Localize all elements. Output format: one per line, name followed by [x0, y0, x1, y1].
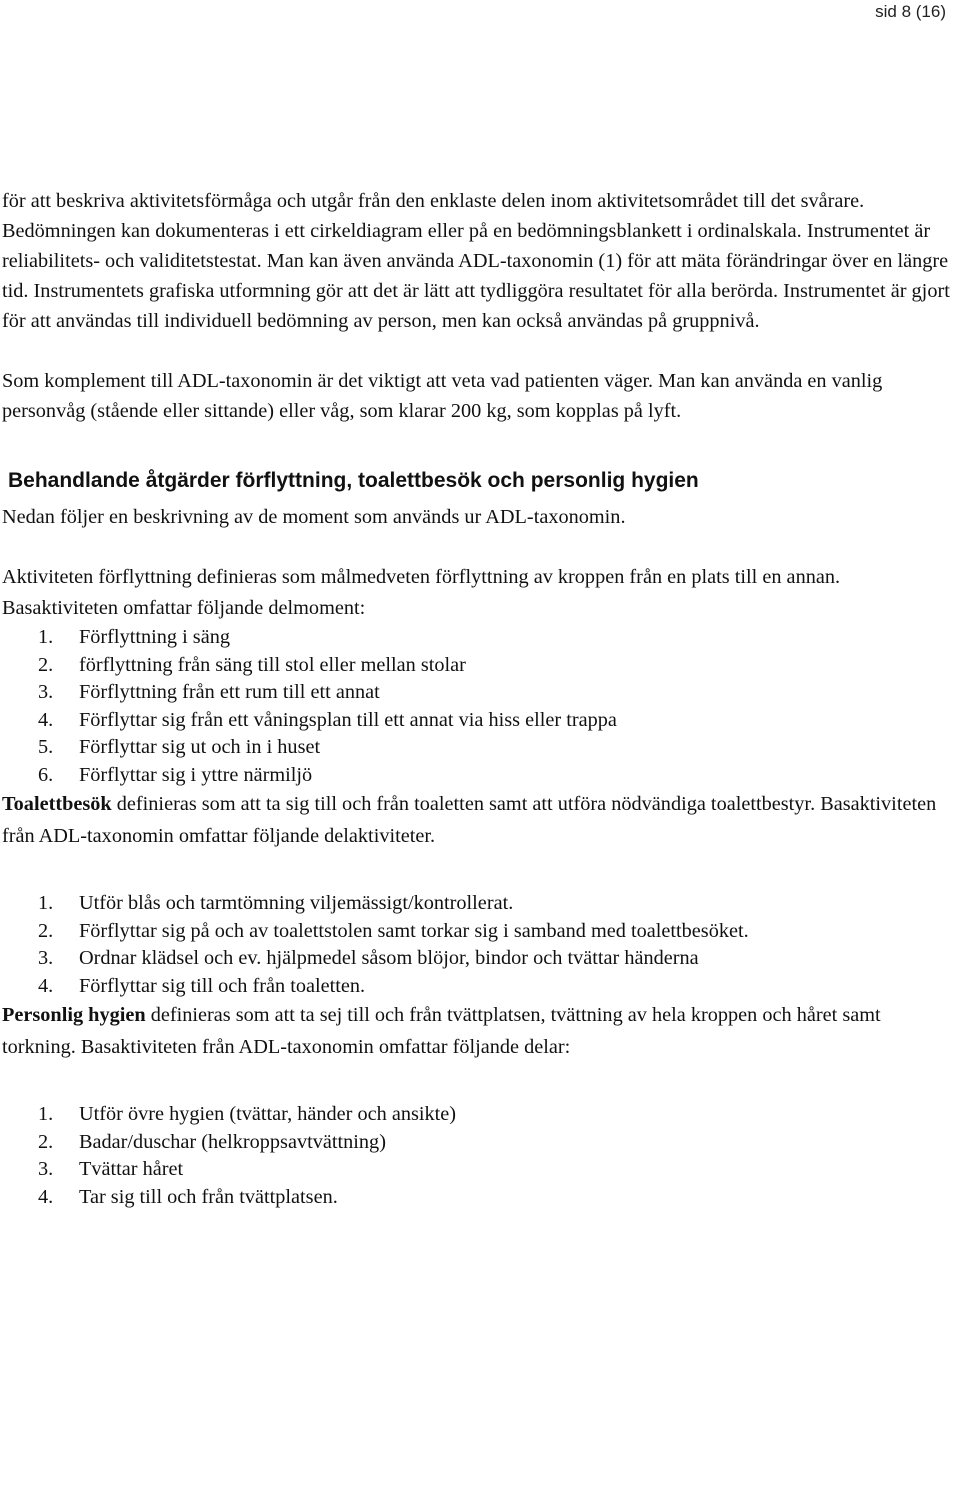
list-item: [2, 734, 952, 762]
list-item: [2, 918, 952, 946]
list-number: 1.: [38, 626, 54, 648]
list-number: 3.: [38, 1158, 54, 1180]
list-item-text: förflyttning från säng till stol eller mellan stolar: [79, 653, 466, 676]
list-item-text: Tar sig till och från tvättplatsen.: [79, 1185, 338, 1208]
toilet-list: [2, 890, 952, 1000]
list-item: [2, 973, 952, 1001]
list-number: 4.: [38, 708, 54, 731]
list-item: [2, 1101, 952, 1129]
list-number: 4.: [38, 974, 54, 997]
list-item-text: Utför blås och tarmtömning viljemässigt/kontrollerat.: [79, 892, 514, 914]
list-number: 6.: [38, 763, 54, 786]
list-item-text: Ordnar klädsel och ev. hjälpmedel såsom blöjor, bindor och tvättar händerna: [79, 947, 699, 969]
hygiene-list: [2, 1101, 952, 1211]
hygiene-definition: definieras som att ta sej till och från tvättplatsen, tvättning av hela kroppen och håret samt torkning. Basaktiviteten från ADL-taxonomin omfattar följande delar:: [2, 1004, 881, 1058]
list-number: 2.: [38, 653, 54, 676]
list-item: [2, 679, 952, 707]
list-item-text: Badar/duschar (helkroppsavtvättning): [79, 1130, 386, 1153]
hygiene-paragraph: [2, 1000, 952, 1063]
page-number: sid 8 (16): [875, 2, 946, 21]
section-heading: Behandlande åtgärder förflyttning, toalettbesök och personlig hygien: [8, 469, 699, 492]
list-item: [2, 762, 952, 790]
list-item: [2, 1156, 952, 1184]
list-item-text: Förflyttar sig till och från toaletten.: [79, 974, 366, 997]
list-item-text: Förflyttar sig ut och in i huset: [79, 736, 321, 758]
toilet-definition: definieras som att ta sig till och från toaletten samt att utföra nödvändiga toalettbestyr. Basaktiviteten från ADL-taxonomin omfattar följande delaktiviteter.: [2, 793, 937, 847]
list-number: 1.: [38, 892, 54, 914]
list-number: 2.: [38, 919, 54, 942]
list-item: [2, 652, 952, 680]
list-item: [2, 1184, 952, 1212]
hygiene-term: Personlig hygien: [2, 1004, 146, 1026]
list-item: [2, 707, 952, 735]
list-number: 3.: [38, 681, 54, 703]
transfer-paragraph: Aktiviteten förflyttning definieras som målmedveten förflyttning av kroppen från en plats till en annan. Basaktiviteten omfattar följande delmoment:: [2, 566, 841, 619]
list-item: [2, 945, 952, 973]
list-number: 1.: [38, 1103, 54, 1125]
toilet-term: Toalettbesök: [2, 793, 112, 815]
document-body: [2, 186, 952, 1211]
list-item-text: Utför övre hygien (tvättar, händer och ansikte): [79, 1103, 457, 1125]
list-item-text: Förflyttar sig från ett våningsplan till ett annat via hiss eller trappa: [79, 708, 617, 731]
list-item-text: Förflyttar sig i yttre närmiljö: [79, 763, 313, 786]
list-item: [2, 624, 952, 652]
list-number: 2.: [38, 1130, 54, 1153]
list-item-text: Förflyttning från ett rum till ett annat: [79, 681, 380, 703]
toilet-paragraph: [2, 789, 952, 852]
list-item: [2, 890, 952, 918]
list-item: [2, 1129, 952, 1157]
list-item-text: Tvättar håret: [79, 1158, 184, 1180]
list-number: 3.: [38, 947, 54, 969]
section-intro: Nedan följer en beskrivning av de moment som används ur ADL-taxonomin.: [2, 506, 626, 528]
transfer-list: [2, 624, 952, 789]
list-item-text: Förflyttning i säng: [79, 626, 230, 648]
list-number: 5.: [38, 736, 54, 758]
weight-paragraph: Som komplement till ADL-taxonomin är det viktigt att veta vad patienten väger. Man kan använda en vanlig personvåg (stående eller sittande) eller våg, som klarar 200 kg, som kopplas på lyft.: [2, 370, 883, 422]
list-item-text: Förflyttar sig på och av toalettstolen samt torkar sig i samband med toalettbesöket.: [79, 919, 749, 942]
list-number: 4.: [38, 1185, 54, 1208]
intro-paragraph: för att beskriva aktivitetsförmåga och utgår från den enklaste delen inom aktivitetsområdet till det svårare. Bedömningen kan dokumenteras i ett cirkeldiagram eller på en bedömningsblankett i ordinalskala. Instrumentet är reliabilitets- och validitetstestat. Man kan även använda ADL-taxonomin (1) för att mäta förändringar över en längre tid. Instrumentets grafiska utformning gör att det är lätt att tydliggöra resultatet för alla berörda. Instrumentet är gjort för att användas till individuell bedömning av person, men kan också användas på gruppnivå.: [2, 190, 950, 332]
